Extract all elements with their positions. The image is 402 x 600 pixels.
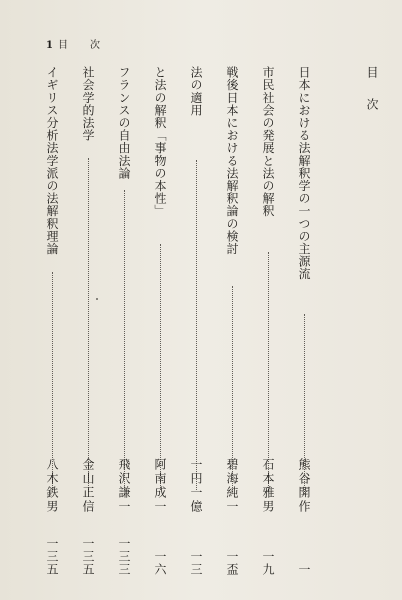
toc-entry-title: 市民社会の発展と法の解釈 xyxy=(261,66,275,218)
toc-entry-author: 一円一億 xyxy=(189,458,203,514)
toc-entry-author: 阿南成一 xyxy=(153,458,167,514)
toc-entry-page: 一盃 xyxy=(225,550,239,576)
toc-entry-title: 法の適用 xyxy=(189,66,203,117)
toc-entry-page: 一三五 xyxy=(45,537,59,576)
toc-entry-author: 八木鉄男 xyxy=(45,458,59,514)
toc-entry xyxy=(294,66,314,576)
toc-entry-title: フランスの自由法論 xyxy=(117,66,131,180)
header-label-2: 次 xyxy=(90,40,101,51)
toc-entry-author: 金山正信 xyxy=(81,458,95,514)
toc-entry-page: 一三三 xyxy=(117,537,131,576)
header-label-1: 目 xyxy=(58,40,69,51)
toc-entry xyxy=(150,66,170,576)
header-page-number: 1 xyxy=(46,40,54,51)
toc-entry-author: 石本雅男 xyxy=(261,458,275,514)
toc-entry-title: 日本における法解釈学の一つの主源流 xyxy=(297,66,311,281)
toc-entry-page: 一 xyxy=(297,563,311,576)
toc-title: 目次 xyxy=(365,66,379,130)
toc-entry-page: 一三 xyxy=(189,550,203,576)
toc-entry-author: 熊谷開作 xyxy=(297,458,311,514)
toc-entry xyxy=(222,66,242,576)
toc-entry-page: 一九 xyxy=(261,550,275,576)
toc-entry xyxy=(78,66,98,576)
toc-entry xyxy=(114,66,134,576)
toc-entry xyxy=(42,66,62,576)
toc-entry-author: 碧海純一 xyxy=(225,458,239,514)
toc-entry-author: 飛沢謙一 xyxy=(117,458,131,514)
toc-entry-title: 戦後日本における法解釈論の検討 xyxy=(225,66,239,255)
toc-entry xyxy=(186,66,206,576)
toc-entry-title: 「事物の本性」と法の解釈 xyxy=(153,66,167,218)
table-of-contents xyxy=(28,56,368,576)
toc-entry xyxy=(258,66,278,576)
toc-entry-page: 一三五 xyxy=(81,537,95,576)
ink-speck xyxy=(96,298,98,300)
toc-entry-page: 一六 xyxy=(153,550,167,576)
toc-entry-title: 社会学的法学 xyxy=(81,66,95,142)
toc-entry-title: イギリス分析法学派の法解釈理論 xyxy=(45,66,59,255)
